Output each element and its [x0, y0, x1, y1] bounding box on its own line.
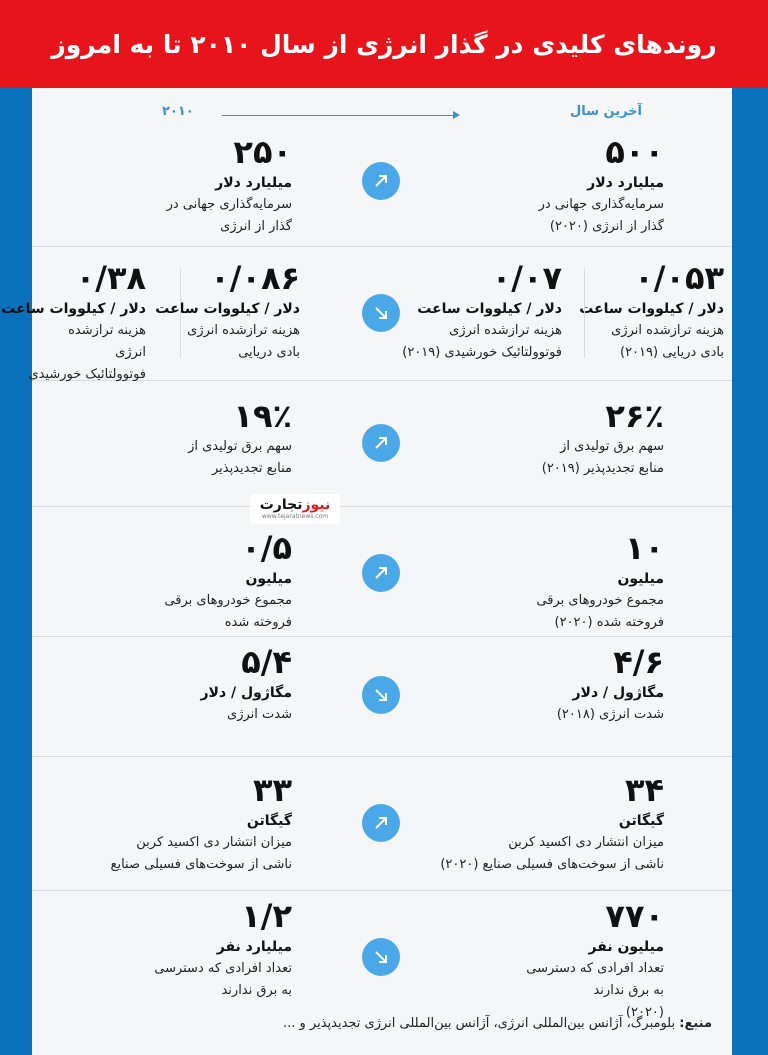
start-unit: مگاژول / دلار [200, 685, 292, 701]
latest-value: ۰/۰۷ [491, 259, 562, 297]
page-title: روندهای کلیدی در گذار انرژی از سال ۲۰۱۰ تا به امروز [51, 29, 717, 59]
header-banner [0, 0, 768, 88]
latest-offshore-block [554, 258, 724, 364]
start-desc: ناشی از سوخت‌های فسیلی صنایع [110, 857, 292, 872]
metric-row-lcoe [1, 246, 732, 382]
start-desc: بادی دریایی [238, 345, 300, 360]
start-desc: گذار از انرژی [220, 219, 292, 234]
start-value-block [52, 528, 292, 634]
start-desc: مجموع خودروهای برقی [164, 593, 292, 608]
timeline-start-label: ۲۰۱۰ [162, 104, 194, 119]
latest-desc: فوتوولتائیک خورشیدی (۲۰۱۹) [402, 345, 562, 360]
source-label: منبع: [679, 1016, 712, 1031]
trend-up-icon [362, 804, 400, 842]
start-value: ۱۹٪ [233, 397, 292, 435]
logo-text-red: نیوز [302, 497, 331, 513]
start-desc: سرمایه‌گذاری جهانی در [166, 197, 292, 212]
latest-unit: دلار / کیلووات ساعت [579, 301, 724, 317]
start-value: ۵/۴ [241, 643, 292, 681]
latest-unit: میلیون [617, 571, 664, 587]
latest-desc: مجموع خودروهای برقی [536, 593, 664, 608]
start-value-block [42, 770, 292, 876]
start-value-block [52, 896, 292, 1002]
start-desc: سهم برق تولیدی از [188, 439, 292, 454]
timeline-latest-label: آخرین سال [570, 104, 642, 119]
start-unit: دلار / کیلووات ساعت [155, 301, 300, 317]
latest-value: ۰/۰۵۳ [634, 259, 724, 297]
latest-value: ۴/۶ [613, 643, 664, 681]
start-unit: میلیارد نفر [216, 939, 292, 955]
latest-value: ۷۷۰ [605, 897, 664, 935]
start-value: ۱/۲ [241, 897, 292, 935]
metric-row-ev [32, 506, 732, 637]
start-value: ۰/۰۸۶ [210, 259, 300, 297]
start-unit: گیگاتن [246, 813, 292, 829]
latest-unit: گیگاتن [618, 813, 664, 829]
divider [180, 268, 181, 358]
start-value: ۰/۳۸ [75, 259, 146, 297]
metric-row-investment [32, 128, 732, 247]
start-value-block [52, 132, 292, 238]
latest-value: ۳۴ [624, 771, 664, 809]
latest-unit: دلار / کیلووات ساعت [417, 301, 562, 317]
latest-desc: بادی دریایی (۲۰۱۹) [620, 345, 724, 360]
logo-text-black: تجارت [259, 497, 303, 513]
source-note [283, 1016, 712, 1031]
start-solar-block [1, 258, 146, 386]
trend-down-icon [362, 676, 400, 714]
latest-desc: منابع تجدیدپذیر (۲۰۱۹) [541, 461, 664, 476]
start-desc: منابع تجدیدپذیر [211, 461, 292, 476]
divider [584, 268, 585, 358]
start-offshore-block [150, 258, 300, 364]
latest-desc: تعداد افرادی که دسترسی [526, 961, 664, 976]
start-desc: شدت انرژی [227, 707, 292, 722]
start-desc: میزان انتشار دی اکسید کربن [136, 835, 292, 850]
latest-unit: مگاژول / دلار [572, 685, 664, 701]
content-panel [1, 88, 732, 1055]
latest-desc: ناشی از سوخت‌های فسیلی صنایع (۲۰۲۰) [440, 857, 664, 872]
latest-desc: فروخته شده (۲۰۲۰) [554, 615, 664, 630]
latest-value-block [384, 770, 664, 876]
start-value-block [52, 642, 292, 726]
tejaratnews-logo [250, 494, 340, 524]
start-value: ۲۵۰ [233, 133, 292, 171]
start-desc: فروخته شده [224, 615, 292, 630]
start-value: ۰/۵ [241, 529, 292, 567]
latest-value-block [424, 896, 664, 1024]
latest-value: ۵۰۰ [605, 133, 664, 171]
latest-desc: گذار از انرژی (۲۰۲۰) [549, 219, 664, 234]
latest-unit: میلیون نفر [588, 939, 664, 955]
metric-row-renewables [32, 380, 732, 507]
latest-value: ۲۶٪ [605, 397, 664, 435]
trend-up-icon [362, 424, 400, 462]
timeline-arrow-icon [222, 115, 454, 116]
metric-row-co2 [32, 756, 732, 891]
start-value-block [52, 396, 292, 480]
latest-value-block [424, 396, 664, 480]
latest-value-block [424, 528, 664, 634]
start-desc: فوتوولتائیک خورشیدی [28, 367, 146, 382]
latest-solar-block [392, 258, 562, 364]
latest-desc: به برق ندارند [593, 983, 664, 998]
latest-unit: میلیارد دلار [587, 175, 664, 191]
start-unit: دلار / کیلووات ساعت [1, 301, 146, 317]
timeline-header [32, 98, 732, 128]
logo-url: www.tejaratnews.com [261, 513, 329, 520]
latest-desc: (۲۰۲۰) [625, 1005, 664, 1020]
latest-desc: شدت انرژی (۲۰۱۸) [556, 707, 664, 722]
start-unit: میلیارد دلار [215, 175, 292, 191]
trend-down-icon [362, 938, 400, 976]
latest-value: ۱۰ [624, 529, 664, 567]
latest-desc: سرمایه‌گذاری جهانی در [538, 197, 664, 212]
start-desc: هزینه ترازشده انرژی [68, 323, 146, 360]
start-value: ۳۳ [252, 771, 292, 809]
trend-up-icon [362, 554, 400, 592]
start-desc: به برق ندارند [221, 983, 292, 998]
start-desc: هزینه ترازشده انرژی [187, 323, 300, 338]
source-text: بلومبرگ، آژانس بین‌المللی انرژی، آژانس بین‌المللی انرژی تجدیدپذیر و ... [282, 1016, 676, 1031]
latest-desc: میزان انتشار دی اکسید کربن [508, 835, 664, 850]
metric-row-intensity [32, 636, 732, 757]
latest-value-block [424, 642, 664, 726]
latest-desc: هزینه ترازشده انرژی [449, 323, 562, 338]
latest-desc: سهم برق تولیدی از [560, 439, 664, 454]
latest-value-block [424, 132, 664, 238]
trend-down-icon [362, 294, 400, 332]
latest-desc: هزینه ترازشده انرژی [611, 323, 724, 338]
metric-row-access [32, 890, 732, 1020]
trend-up-icon [362, 162, 400, 200]
start-unit: میلیون [245, 571, 292, 587]
start-desc: تعداد افرادی که دسترسی [154, 961, 292, 976]
